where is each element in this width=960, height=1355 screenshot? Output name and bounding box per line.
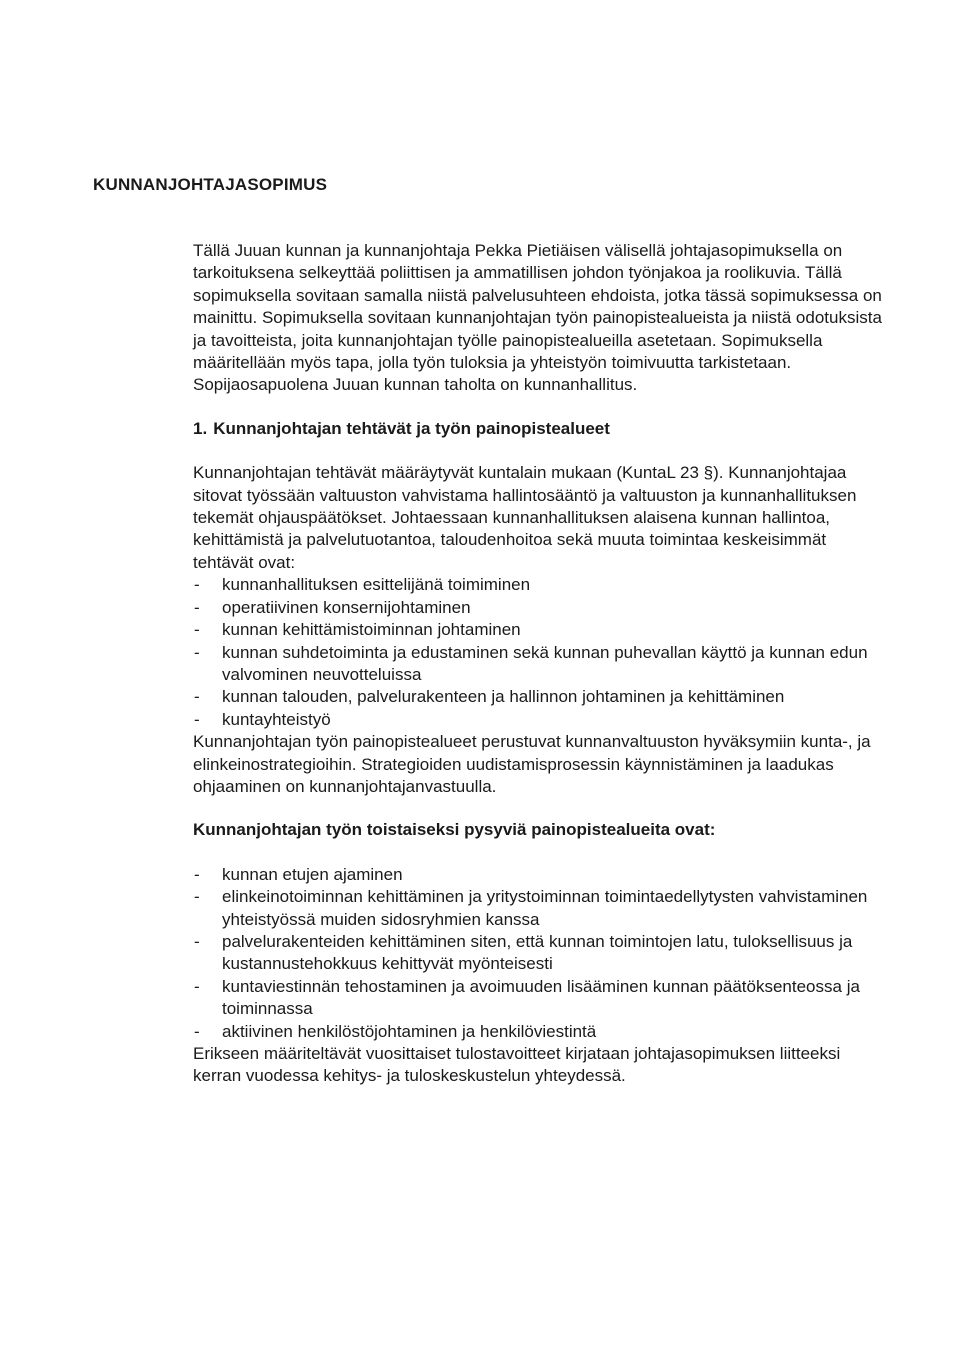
list-item: - palvelurakenteiden kehittäminen siten, että kunnan toimintojen latu, tuloksellisuus ja kustannustehokkuus kehittyvät myönteisesti bbox=[193, 931, 883, 976]
section-heading-text: Kunnanjohtajan tehtävät ja työn painopistealueet bbox=[213, 418, 610, 438]
list-item: - kuntayhteistyö bbox=[193, 709, 883, 731]
task-list bbox=[193, 574, 883, 731]
list-item: - operatiivinen konsernijohtaminen bbox=[193, 597, 883, 619]
focus-heading: Kunnanjohtajan työn toistaiseksi pysyviä painopistealueita ovat: bbox=[193, 820, 716, 840]
strategy-paragraph: Kunnanjohtajan työn painopistealueet perustuvat kunnanvaltuuston hyväksymiin kunta-, ja elinkeinostrategioihin. Strategioiden uudistamisprosessin käynnistäminen ja laadukas ohjaaminen on kunnanjohtajanvastuulla. bbox=[193, 732, 871, 796]
list-item: - kunnanhallituksen esittelijänä toimiminen bbox=[193, 574, 883, 596]
list-item: - kunnan suhdetoiminta ja edustaminen sekä kunnan puhevallan käyttö ja kunnan edun valvominen neuvotteluissa bbox=[193, 642, 883, 687]
closing-paragraph: Erikseen määriteltävät vuosittaiset tulostavoitteet kirjataan johtajasopimuksen liitteeksi kerran vuodessa kehitys- ja tuloskeskustelun yhteydessä. bbox=[193, 1044, 841, 1086]
focus-list bbox=[193, 864, 883, 1043]
section-heading bbox=[193, 418, 883, 440]
intro-paragraph: Tällä Juuan kunnan ja kunnanjohtaja Pekka Pietiäisen välisellä johtajasopimuksella on tarkoituksena selkeyttää poliittisen ja ammatillisen johdon työnjakoa ja roolikuvia. Tällä sopimuksella sovitaan samalla niistä palvelusuhteen ehdoista, jotka tässä sopimuksessa on mainittu. Sopimuksella sovitaan kunnanjohtajan työn painopistealueista ja niistä odotuksista ja tavoitteista, joita kunnanjohtajan työlle painopistealueilla asetetaan. Sopimuksella määritellään myös tapa, jolla työn tuloksia ja yhteistyön toimivuutta tarkistetaan. Sopijaosapuolena Juuan kunnan taholta on kunnanhallitus. bbox=[193, 241, 882, 395]
list-item: - elinkeinotoiminnan kehittäminen ja yritystoiminnan toimintaedellytysten vahvistaminen yhteistyössä muiden sidosryhmien kanssa bbox=[193, 886, 883, 931]
document-title: KUNNANJOHTAJASOPIMUS bbox=[93, 175, 328, 194]
section-number: 1. bbox=[193, 418, 208, 438]
list-item: - kunnan kehittämistoiminnan johtaminen bbox=[193, 619, 883, 641]
document-body bbox=[193, 240, 883, 1088]
list-item: - kunnan talouden, palvelurakenteen ja hallinnon johtaminen ja kehittäminen bbox=[193, 686, 883, 708]
list-item: - kuntaviestinnän tehostaminen ja avoimuuden lisääminen kunnan päätöksenteossa ja toiminnassa bbox=[193, 976, 883, 1021]
list-item: - aktiivinen henkilöstöjohtaminen ja henkilöviestintä bbox=[193, 1021, 883, 1043]
list-item: - kunnan etujen ajaminen bbox=[193, 864, 883, 886]
section-paragraph: Kunnanjohtajan tehtävät määräytyvät kuntalain mukaan (KuntaL 23 §). Kunnanjohtajaa sitovat työssään valtuuston vahvistama hallintosääntö ja valtuuston ja kunnanhallituksen tekemät ohjauspäätökset. Johtaessaan kunnanhallituksen alaisena kunnan hallintoa, kehittämistä ja palvelutuotantoa, taloudenhoitoa sekä muuta toimintaa keskeisimmät tehtävät ovat: bbox=[193, 463, 857, 572]
